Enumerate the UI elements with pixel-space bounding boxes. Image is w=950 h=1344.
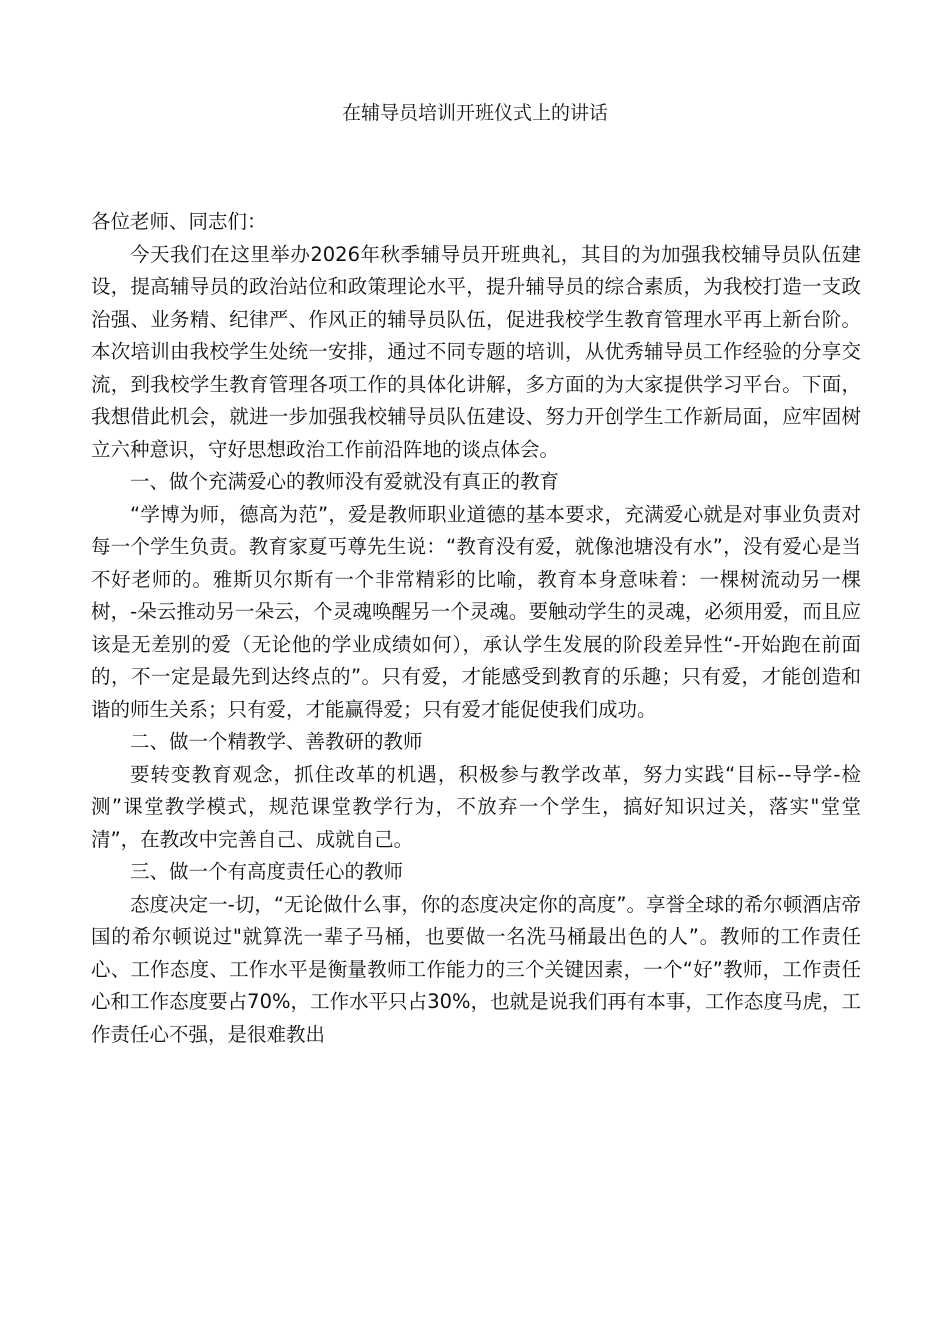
salutation: 各位老师、同志们： [91, 210, 267, 233]
document-body [91, 206, 861, 1051]
paragraph-responsibility: 态度决定一-切，“无论做什么事，你的态度决定你的高度”。享誉全球的希尔顿酒店帝国的希尔顿说过"就算洗一辈子马桶，也要做一名洗马桶最出色的人”。教师的工作责任心、工作态度、工作水平是衡量教师工作能力的三个关键因素，一个“好”教师，工作责任心和工作态度要占70%，工作水平只占30%，也就是说我们再有本事，工作态度马虎，工作责任心不强，是很难教出 [91, 892, 861, 1046]
paragraph-love: “学博为师，德高为范”，爱是教师职业道德的基本要求，充满爱心就是对事业负责对每一个学生负责。教育家夏丐尊先生说：“教育没有爱，就像池塘没有水”，没有爱心是当不好老师的。雅斯贝尔斯有一个非常精彩的比喻，教育本身意味着：一棵树流动另一棵树，-朵云推动另一朵云，个灵魂唤醒另一个灵魂。要触动学生的灵魂，必须用爱，而且应该是无差别的爱（无论他的学业成绩如何），承认学生发展的阶段差异性“-开始跑在前面的，不一定是最先到达终点的”。只有爱，才能感受到教育的乐趣；只有爱，才能创造和谐的师生关系；只有爱，才能赢得爱；只有爱才能促使我们成功。 [91, 502, 861, 721]
section-heading-1: 一、做个充满爱心的教师没有爱就没有真正的教育 [130, 470, 560, 493]
section-heading-3: 三、做一个有高度责任心的教师 [130, 860, 404, 883]
section-heading-2: 二、做一个精教学、善教研的教师 [130, 730, 423, 753]
paragraph-teaching: 要转变教育观念，抓住改革的机遇，积极参与教学改革，努力实践“目标--导学-检测”课堂教学模式，规范课堂教学行为，不放弃一个学生，搞好知识过关，落实"堂堂清”，在教改中完善自己、成就自己。 [91, 762, 861, 851]
document-title: 在辅导员培训开班仪式上的讲话 [341, 102, 608, 124]
paragraph-intro: 今天我们在这里举办2026年秋季辅导员开班典礼，其目的为加强我校辅导员队伍建设，提高辅导员的政治站位和政策理论水平，提升辅导员的综合素质，为我校打造一支政治强、业务精、纪律严、作风正的辅导员队伍，促进我校学生教育管理水平再上新台阶。本次培训由我校学生处统一安排，通过不同专题的培训，从优秀辅导员工作经验的分享交流，到我校学生教育管理各项工作的具体化讲解，多方面的为大家提供学习平台。下面，我想借此机会，就进一步加强我校辅导员队伍建设、努力开创学生工作新局面，应牢固树立六种意识，守好思想政治工作前沿阵地的谈点体会。 [91, 242, 861, 461]
